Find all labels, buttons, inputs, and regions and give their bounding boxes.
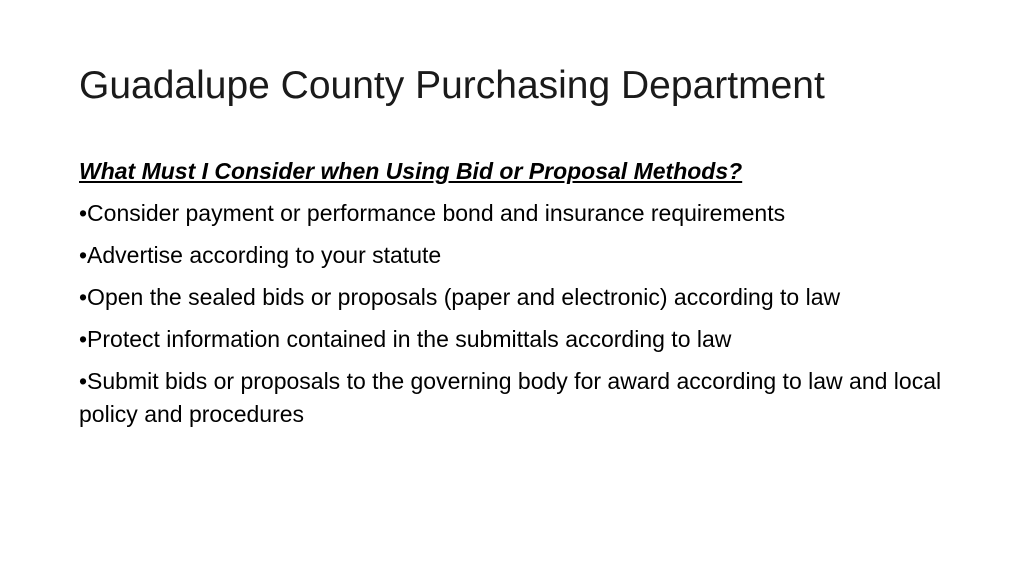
slide-subheading: What Must I Consider when Using Bid or Proposal Methods? [79,158,743,184]
bullet-item: •Submit bids or proposals to the governing body for award according to law and local policy and procedures [79,368,942,427]
bullet-item: •Open the sealed bids or proposals (paper and electronic) according to law [79,284,841,310]
slide-content [79,155,949,440]
bullet-item: •Protect information contained in the submittals according to law [79,326,732,352]
bullet-item: •Consider payment or performance bond and insurance requirements [79,200,786,226]
bullet-item: •Advertise according to your statute [79,242,442,268]
slide-title: Guadalupe County Purchasing Department [79,64,825,107]
